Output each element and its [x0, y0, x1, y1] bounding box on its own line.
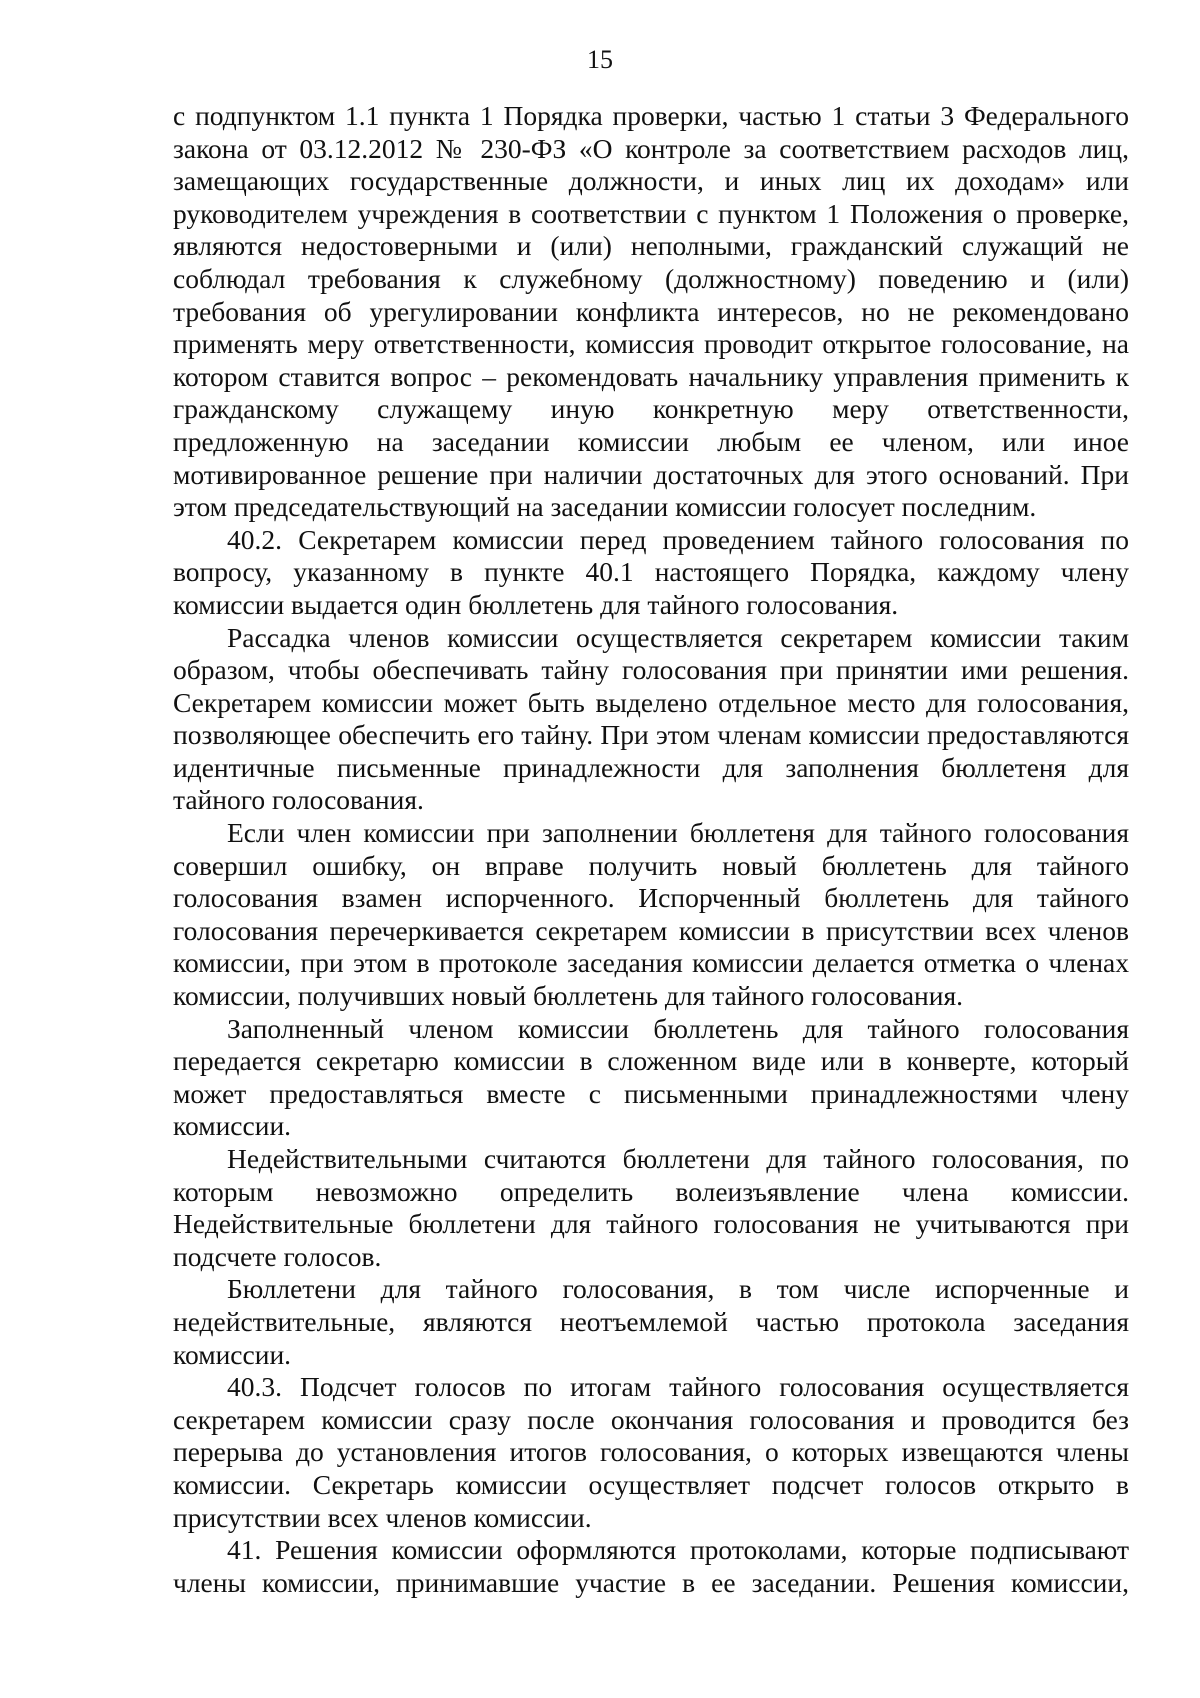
paragraph-seating: Рассадка членов комиссии осуществляется секретарем комиссии таким образом, чтобы обеспечивать тайну голосования при принятии ими решения. Секретарем комиссии может быть выделено отдельное место для голосования, позволяющее обеспечить его тайну. При этом членам комиссии предоставляются идентичные письменные принадлежности для заполнения бюллетеня для тайного голосования. [173, 621, 1129, 816]
paragraph-41: 41. Решения комиссии оформляются протоколами, которые подписывают члены комиссии, принимавшие участие в ее заседании. Решения комиссии, [173, 1534, 1129, 1598]
paragraph-filled-ballot: Заполненный членом комиссии бюллетень для тайного голосования передается секретарю комиссии в сложенном виде или в конверте, который может предоставляться вместе с письменными принадлежностями члену комиссии. [173, 1012, 1129, 1142]
paragraph-ballots-protocol: Бюллетени для тайного голосования, в том числе испорченные и недействительные, являются неотъемлемой частью протокола заседания комиссии. [173, 1273, 1129, 1370]
paragraph-40-3: 40.3. Подсчет голосов по итогам тайного голосования осуществляется секретарем комиссии сразу после окончания голосования и проводится без перерыва до установления итогов голосования, о которых извещаются члены комиссии. Секретарь комиссии осуществляет подсчет голосов открыто в присутствии всех членов комиссии. [173, 1371, 1129, 1533]
paragraph-spoiled-ballot: Если член комиссии при заполнении бюллетеня для тайного голосования совершил ошибку, он вправе получить новый бюллетень для тайного голосования взамен испорченного. Испорченный бюллетень для тайного голосования перечеркивается секретарем комиссии в присутствии всех членов комиссии, при этом в протоколе заседания комиссии делается отметка о членах комиссии, получивших новый бюллетень для тайного голосования. [173, 817, 1129, 1012]
paragraph-40-2: 40.2. Секретарем комиссии перед проведением тайного голосования по вопросу, указанному в пункте 40.1 настоящего Порядка, каждому члену комиссии выдается один бюллетень для тайного голосования. [173, 523, 1129, 620]
document-body [173, 100, 1129, 1599]
page-number: 15 [587, 45, 613, 74]
paragraph-continuation: с подпунктом 1.1 пункта 1 Порядка проверки, частью 1 статьи 3 Федерального закона от 03.12.2012 № 230-ФЗ «О контроле за соответствием расходов лиц, замещающих государственные должности, и иных лиц их доходам» или руководителем учреждения в соответствии с пунктом 1 Положения о проверке, являются недостоверными и (или) неполными, гражданский служащий не соблюдал требования к служебному (должностному) поведению и (или) требования об урегулировании конфликта интересов, но не рекомендовано применять меру ответственности, комиссия проводит открытое голосование, на котором ставится вопрос – рекомендовать начальнику управления применить к гражданскому служащему иную конкретную меру ответственности, предложенную на заседании комиссии любым ее членом, или иное мотивированное решение при наличии достаточных для этого оснований. При этом председательствующий на заседании комиссии голосует последним. [173, 100, 1129, 523]
paragraph-invalid-ballots: Недействительными считаются бюллетени для тайного голосования, по которым невозможно определить волеизъявление члена комиссии. Недействительные бюллетени для тайного голосования не учитываются при подсчете голосов. [173, 1143, 1129, 1272]
